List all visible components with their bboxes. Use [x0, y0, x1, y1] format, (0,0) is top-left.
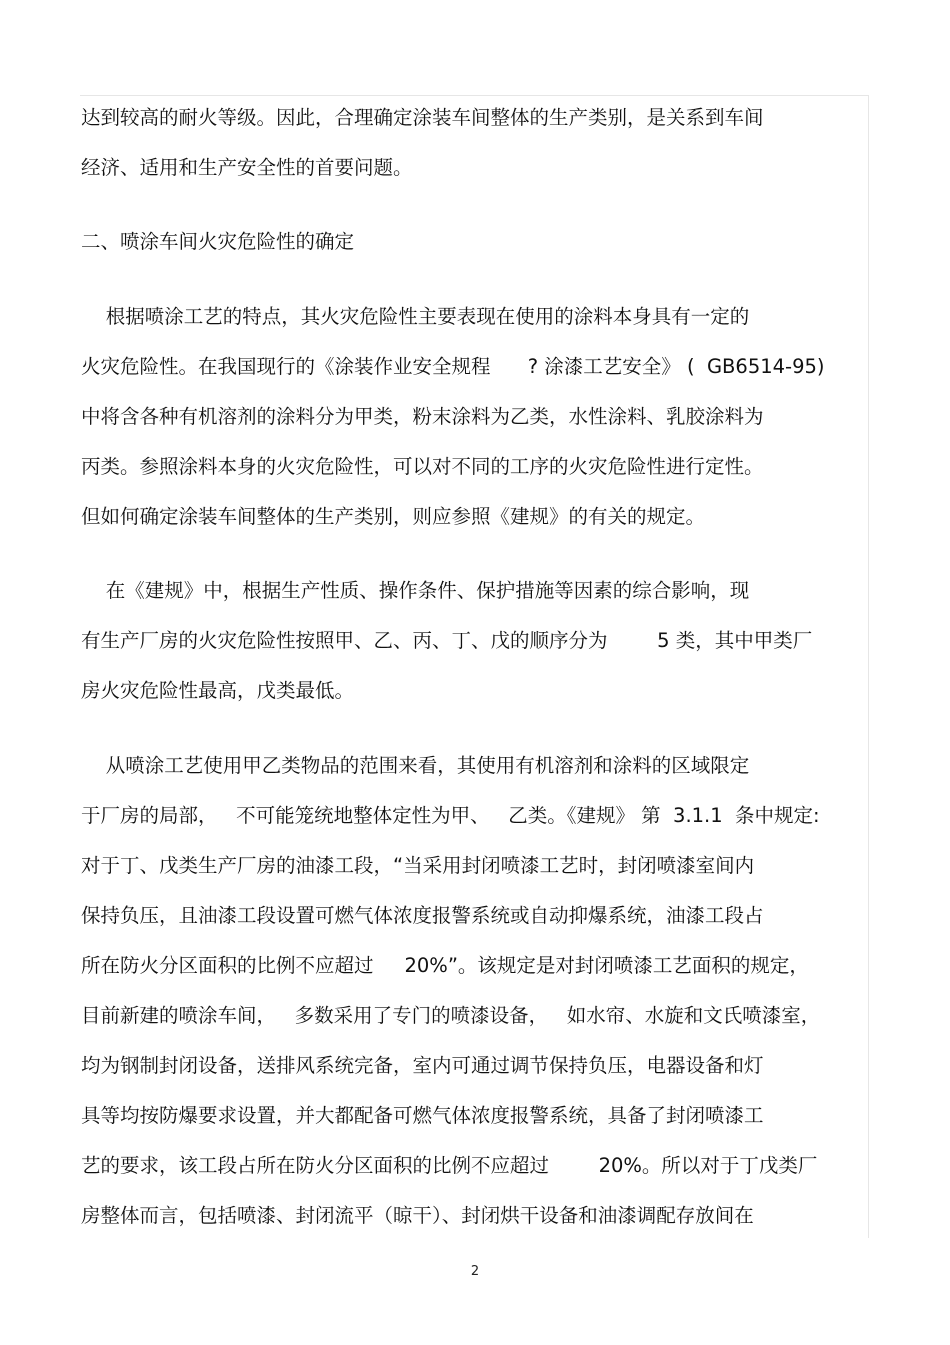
paragraph-4-line-7: 均为钢制封闭设备，送排风系统完备，室内可通过调节保持负压，电器设备和灯 [81, 1054, 764, 1077]
section-heading: 二、喷涂车间火灾危险性的确定 [81, 230, 355, 253]
paragraph-2-line-3: 中将含各种有机溶剂的涂料分为甲类，粉末涂料为乙类，水性涂料、乳胶涂料为 [81, 405, 764, 428]
paragraph-2-line-4: 丙类。参照涂料本身的火灾危险性，可以对不同的工序的火灾危险性进行定性。 [81, 455, 764, 478]
paragraph-4-line-2: 于厂房的局部， 不可能笼统地整体定性为甲、 乙类。《建规》 第 3.1.1 条中规定: [81, 804, 820, 827]
paragraph-2-line-1: 根据喷涂工艺的特点，其火灾危险性主要表现在使用的涂料本身具有一定的 [81, 305, 750, 328]
paragraph-1-line-1: 达到较高的耐火等级。因此，合理确定涂装车间整体的生产类别，是关系到车间 [81, 106, 764, 129]
paragraph-3-line-1: 在《建规》中，根据生产性质、操作条件、保护措施等因素的综合影响，现 [81, 579, 750, 602]
paragraph-2-line-5: 但如何确定涂装车间整体的生产类别，则应参照《建规》的有关的规定。 [81, 505, 706, 528]
paragraph-3-line-3: 房火灾危险性最高，戊类最低。 [81, 679, 355, 702]
paragraph-4-line-4: 保持负压，且油漆工段设置可燃气体浓度报警系统或自动抑爆系统，油漆工段占 [81, 904, 764, 927]
paragraph-3-line-2: 有生产厂房的火灾危险性按照甲、乙、丙、丁、戊的顺序分为 5 类，其中甲类厂 [81, 629, 813, 652]
paragraph-4-line-8: 具等均按防爆要求设置，并大都配备可燃气体浓度报警系统，具备了封闭喷漆工 [81, 1104, 764, 1127]
paragraph-4-line-3: 对于丁、戊类生产厂房的油漆工段，“当采用封闭喷漆工艺时，封闭喷漆室间内 [81, 854, 755, 877]
page-number: 2 [470, 1264, 480, 1279]
paragraph-4-line-1: 从喷涂工艺使用甲乙类物品的范围来看，其使用有机溶剂和涂料的区域限定 [81, 754, 750, 777]
paragraph-4-line-9: 艺的要求，该工段占所在防火分区面积的比例不应超过 20%。所以对于丁戊类厂 [81, 1154, 818, 1177]
paragraph-2-line-2: 火灾危险性。在我国现行的《涂装作业安全规程 ? 涂漆工艺安全》 ( GB6514-95) [81, 355, 825, 378]
paragraph-1-line-2: 经济、适用和生产安全性的首要问题。 [81, 156, 413, 179]
paragraph-4-line-10: 房整体而言，包括喷漆、封闭流平（晾干）、封闭烘干设备和油漆调配存放间在 [81, 1204, 754, 1227]
paragraph-4-line-6: 目前新建的喷涂车间， 多数采用了专门的喷漆设备， 如水帘、水旋和文氏喷漆室， [81, 1004, 821, 1027]
paragraph-4-line-5: 所在防火分区面积的比例不应超过 20%”。该规定是对封闭喷漆工艺面积的规定， [81, 954, 809, 977]
